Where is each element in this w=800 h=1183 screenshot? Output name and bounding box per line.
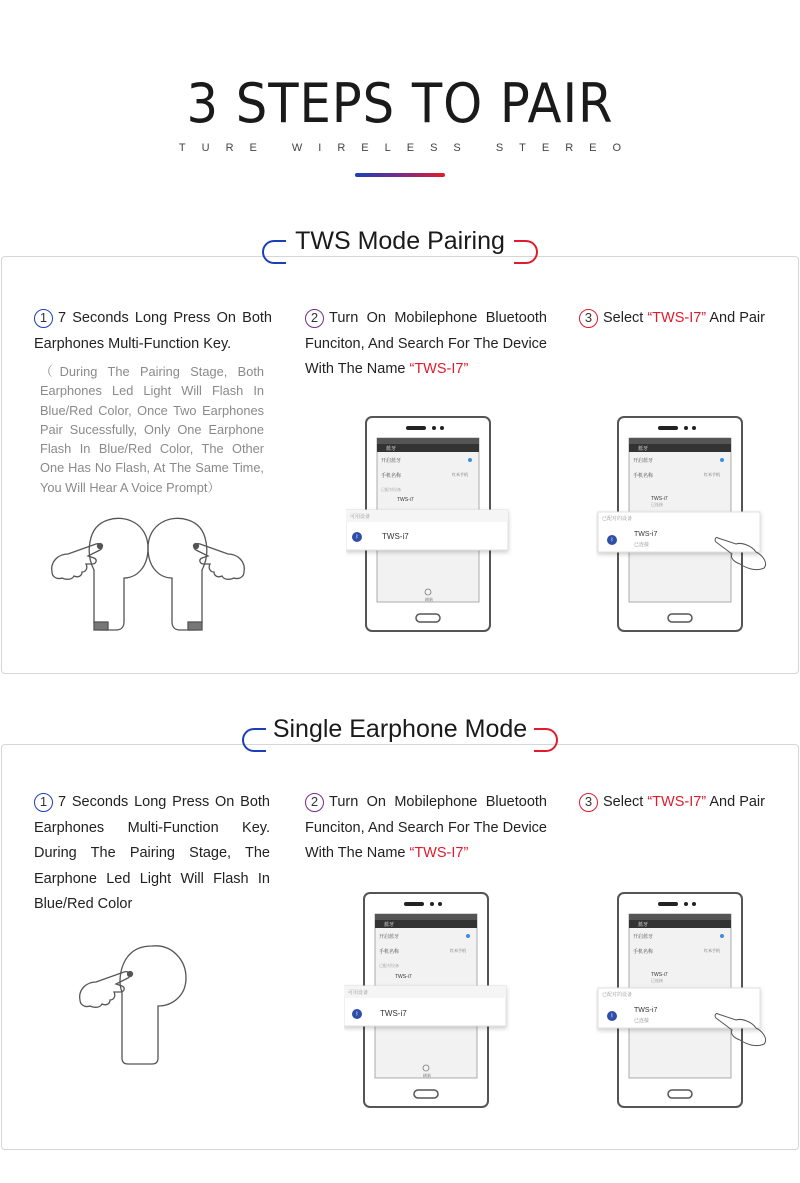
- phone-frame: [596, 892, 776, 1110]
- device-row-small: TWS-i7: [651, 496, 668, 502]
- tws-section-title-wrap: [262, 226, 538, 266]
- device-row-small: TWS-i7: [395, 974, 412, 980]
- single-phone-paired: [596, 892, 776, 1110]
- device-name-highlight: “TWS-I7”: [647, 310, 707, 326]
- device-name-highlight: “TWS-I7”: [647, 794, 707, 810]
- phone-name-value: 红米手机: [704, 472, 720, 477]
- paired-device-status: 已连接: [634, 1018, 650, 1024]
- phone-name-label: 手机名称: [633, 949, 654, 955]
- two-earbuds-press-illustration: [48, 514, 248, 636]
- phone-header-label: 蓝牙: [386, 446, 397, 452]
- device-row-small-status: 已连接: [651, 502, 663, 507]
- bluetooth-device-icon: ᛒ: [610, 1013, 614, 1019]
- single-earbud-press-illustration: [76, 942, 190, 1066]
- tws-step-3: 3 Select “TWS-I7” And Pair: [579, 306, 779, 332]
- step-number-3: 3: [579, 793, 598, 812]
- title-underline: [355, 173, 445, 177]
- single-section-title-wrap: [242, 714, 558, 754]
- single-step-1: 1 7 Seconds Long Press On Both Earphones Multi-Function Key. During The Pairing Stage, The Earphone Led Light Will Flash In Blue/Red Color: [34, 794, 270, 912]
- tws-phone-paired: [596, 416, 776, 634]
- bluetooth-toggle-dot: [720, 934, 724, 938]
- paired-section-label: 已配对设备: [379, 963, 399, 968]
- page-header: [0, 0, 800, 190]
- step-number-1: 1: [34, 793, 53, 812]
- bluetooth-device-icon: ᛒ: [610, 537, 614, 543]
- bluetooth-device-icon: ᛒ: [355, 534, 359, 540]
- bluetooth-toggle-label: 开启蓝牙: [379, 934, 400, 940]
- bluetooth-toggle-dot: [466, 934, 470, 938]
- device-row-small: TWS-i7: [651, 972, 668, 978]
- bracket-right: [514, 240, 538, 264]
- paired-device-tws-i7[interactable]: TWS-i7: [634, 1007, 658, 1014]
- paired-device-tws-i7[interactable]: TWS-i7: [634, 531, 658, 538]
- device-name-highlight: “TWS-I7”: [409, 845, 469, 861]
- available-device-tws-i7[interactable]: TWS-i7: [382, 532, 409, 541]
- step-number-2: 2: [305, 309, 324, 328]
- device-row-small: TWS-i7: [397, 497, 414, 503]
- phone-name-value: 红米手机: [452, 472, 468, 477]
- refresh-label: 刷新: [425, 597, 433, 602]
- bracket-left: [242, 728, 266, 752]
- paired-devices-label: 已配对的设备: [602, 992, 633, 998]
- single-phone-search: [344, 892, 510, 1110]
- tws-section-title: TWS Mode Pairing: [286, 226, 514, 256]
- phone-frame: [596, 416, 776, 634]
- bluetooth-toggle-label: 开启蓝牙: [633, 458, 654, 464]
- available-devices-label: 可用设备: [348, 990, 369, 996]
- phone-name-label: 手机名称: [633, 473, 654, 479]
- device-name-highlight: “TWS-I7”: [409, 361, 469, 377]
- paired-section-label: 已配对设备: [381, 487, 401, 492]
- available-devices-label: 可用设备: [350, 514, 371, 520]
- phone-name-label: 手机名称: [381, 473, 402, 479]
- bracket-right: [534, 728, 558, 752]
- phone-header-label: 蓝牙: [384, 922, 395, 928]
- phone-name-label: 手机名称: [379, 949, 400, 955]
- tws-step-2: 2 Turn On Mobilephone Bluetooth Funciton, And Search For The Device With The Name “TWS-I7”: [305, 310, 547, 377]
- phone-header-label: 蓝牙: [638, 922, 649, 928]
- step-number-3: 3: [579, 309, 598, 328]
- available-device-tws-i7[interactable]: TWS-i7: [380, 1009, 407, 1018]
- paired-devices-label: 已配对的设备: [602, 516, 633, 522]
- paired-device-status: 已连接: [634, 542, 650, 548]
- tws-step-1: 1 7 Seconds Long Press On Both Earphones Multi-Function Key.: [34, 310, 272, 352]
- bluetooth-toggle-dot: [720, 458, 724, 462]
- refresh-label: 刷新: [423, 1073, 431, 1078]
- step-number-1: 1: [34, 309, 53, 328]
- tws-step-1-note: （During The Pairing Stage, Both Earphones Led Light Will Flash In Blue/Red Color, Once Two Earphones Pair Sucessfully, Only One Earphone Flash In Blue/Red Color, The Other One Has No Flash, At The Same Time, You Will Hear A Voice Prompt）: [40, 364, 264, 495]
- bluetooth-toggle-label: 开启蓝牙: [633, 934, 654, 940]
- bluetooth-toggle-label: 开启蓝牙: [381, 458, 402, 464]
- single-step-3: 3 Select “TWS-I7” And Pair: [579, 790, 779, 816]
- tws-phone-search: [346, 416, 512, 634]
- step-number-2: 2: [305, 793, 324, 812]
- bluetooth-toggle-dot: [468, 458, 472, 462]
- phone-header-label: 蓝牙: [638, 446, 649, 452]
- single-section-title: Single Earphone Mode: [266, 714, 534, 744]
- page-title: 3 STEPS TO PAIR: [186, 72, 614, 135]
- page-subtitle: TURE WIRELESS STEREO: [178, 142, 638, 154]
- bracket-left: [262, 240, 286, 264]
- phone-name-value: 红米手机: [450, 948, 466, 953]
- phone-name-value: 红米手机: [704, 948, 720, 953]
- device-row-small-status: 已连接: [651, 978, 663, 983]
- bluetooth-device-icon: ᛒ: [355, 1011, 359, 1017]
- single-step-2: 2 Turn On Mobilephone Bluetooth Funciton, And Search For The Device With The Name “TWS-I7”: [305, 794, 547, 861]
